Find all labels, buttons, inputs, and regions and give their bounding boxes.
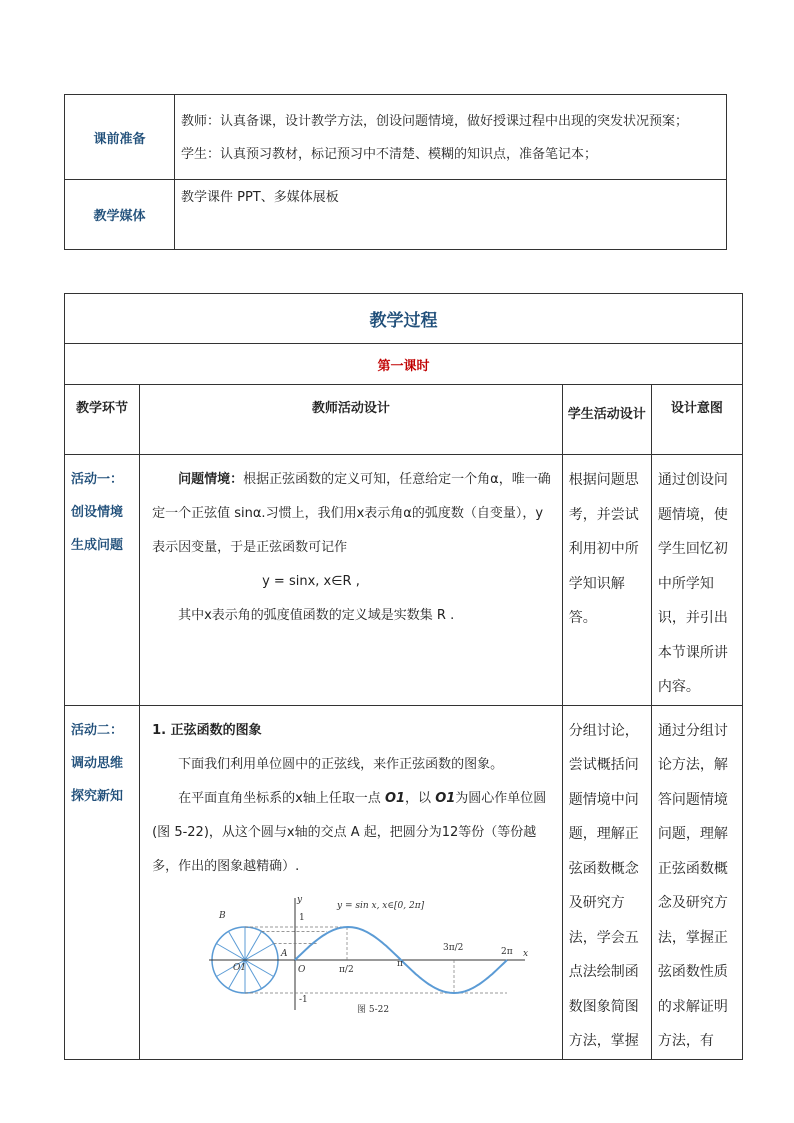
activity1-intent: 通过创设问题情境，使学生回忆初中所学知识，并引出本节课所讲内容。	[651, 455, 742, 706]
activity2-label	[65, 705, 140, 1059]
header-teacher: 教师活动设计	[140, 385, 563, 455]
process-title: 教学过程	[65, 294, 743, 344]
paragraph-2-part: ，以	[405, 790, 436, 806]
prep-teacher-line: 教师：认真备课，设计教学方法，创设问题情境，做好授课过程中出现的突发状况预案；	[181, 114, 689, 129]
activity2-teacher	[140, 705, 563, 1059]
x-axis-label: x	[523, 948, 529, 959]
paragraph-2-part: 为圆心作单位圆(图 5-22)，从这个圆与x轴的交点 A 起，把圆分为12等份（等份越多，作出的图象越精确）.	[152, 790, 547, 874]
header-intent: 设计意图	[651, 385, 742, 455]
origin-label: O	[298, 964, 306, 975]
x-tick-two-pi: 2π	[501, 946, 513, 957]
activity2-student: 分组讨论，尝试概括问题情境中问题，理解正弦函数概念及研究方法，学会五点法绘制函数图象简图方法，掌握	[562, 705, 651, 1059]
prep-row	[65, 95, 727, 180]
prep-student-line: 学生：认真预习教材，标记预习中不清楚、模糊的知识点，准备笔记本；	[181, 147, 598, 162]
process-table	[64, 293, 743, 1060]
activity1-label-line: 生成问题	[71, 538, 124, 553]
header-student: 学生活动设计	[562, 385, 651, 455]
section-heading: 1. 正弦函数的图象	[152, 722, 262, 738]
prep-content	[175, 95, 727, 180]
point-o1: O1	[435, 790, 456, 806]
activity2-label-line: 探究新知	[71, 788, 124, 804]
y-tick-neg-one: -1	[299, 994, 308, 1005]
lesson-label: 第一课时	[65, 344, 743, 385]
activity1-label-line: 创设情境	[71, 505, 124, 520]
prep-table	[64, 94, 727, 250]
situation-paragraph	[152, 463, 552, 565]
media-content: 教学课件 PPT、多媒体展板	[175, 180, 727, 250]
activity1-label	[65, 455, 140, 706]
point-o1-label: O1	[233, 962, 247, 973]
sine-figure	[207, 890, 537, 1015]
activity2-intent: 通过分组讨论方法，解答问题情境问题，理解正弦函数概念及研究方法，掌握正弦函数性质的求解证明方法，有	[651, 705, 742, 1059]
point-b-label: B	[219, 910, 226, 921]
figure-caption: 图 5-22	[357, 1004, 390, 1015]
point-o1: O1	[384, 790, 406, 806]
prep-label: 课前准备	[65, 95, 175, 180]
media-row	[65, 180, 727, 250]
activity2-label-line: 活动二：	[71, 722, 124, 738]
x-tick-three-half-pi: 3π/2	[443, 942, 464, 953]
sine-formula: y = sinx, x∈R ,	[262, 574, 360, 589]
paragraph-1: 下面我们利用单位圆中的正弦线，来作正弦函数的图象。	[178, 756, 504, 772]
function-label: y = sin x, x∈[0, 2π]	[337, 900, 425, 911]
situation-text: 根据正弦函数的定义可知，任意给定一个角α，唯一确定一个正弦值 sinα.习惯上，我们用x表示角α的弧度数（自变量），y 表示因变量，于是正弦函数可记作	[152, 472, 551, 555]
paragraph-2	[152, 782, 552, 884]
paragraph-2-part: 在平面直角坐标系的x轴上任取一点	[178, 790, 385, 806]
domain-sentence: 其中x表示角的弧度值函数的定义域是实数集 R .	[178, 608, 455, 623]
activity1-label-line: 活动一：	[71, 472, 124, 487]
activity2-row	[65, 705, 743, 1059]
y-axis-label: y	[297, 894, 303, 905]
x-tick-pi: π	[397, 958, 404, 969]
situation-label: 问题情境：	[178, 472, 244, 487]
y-tick-one: 1	[299, 912, 305, 923]
header-stage: 教学环节	[65, 385, 140, 455]
activity1-teacher	[140, 455, 563, 706]
x-tick-half-pi: π/2	[339, 964, 354, 975]
point-a-label: A	[281, 948, 288, 959]
activity1-row	[65, 455, 743, 706]
activity1-student: 根据问题思考，并尝试利用初中所学知识解答。	[562, 455, 651, 706]
activity2-label-line: 调动思维	[71, 755, 124, 771]
media-label: 教学媒体	[65, 180, 175, 250]
